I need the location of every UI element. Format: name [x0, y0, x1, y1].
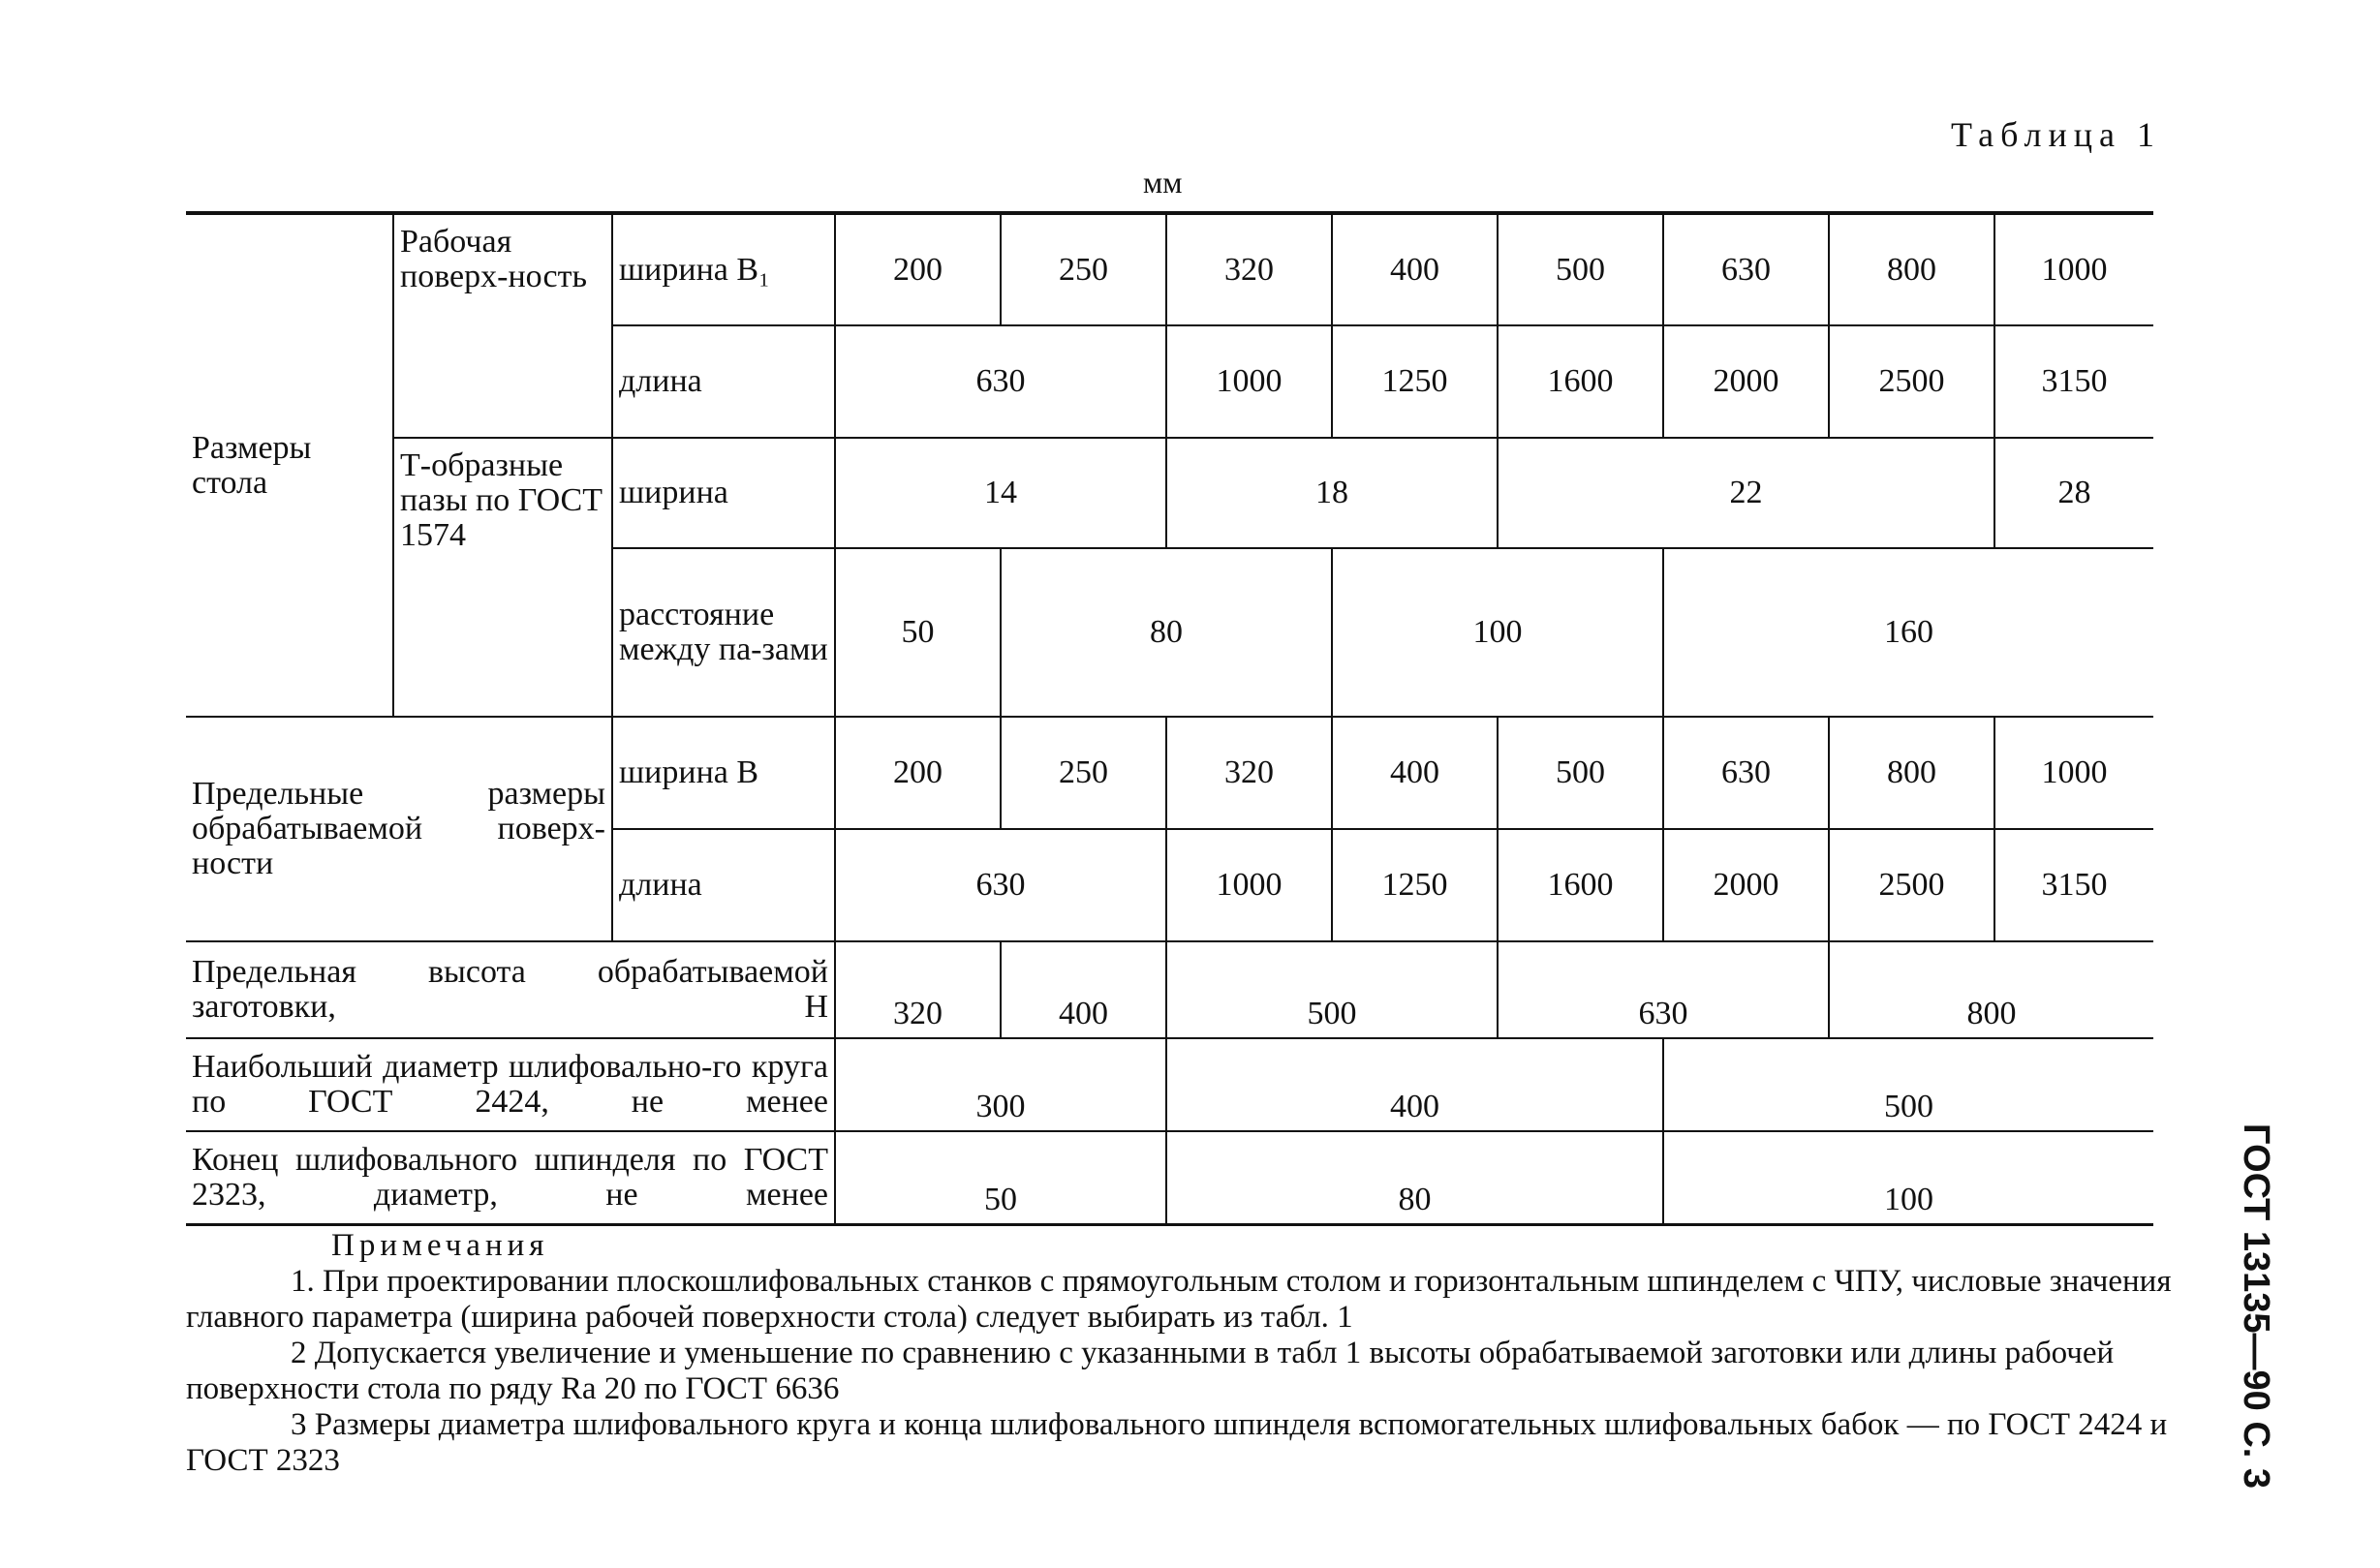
- wheel-text: Наибольший диаметр шлифовально-го круга по ГОСТ 2424, не менее: [192, 1049, 828, 1120]
- cell-table-length: 1000: [1166, 325, 1332, 438]
- label-max-height: [186, 941, 835, 1038]
- note-item: 1. При проектировании плоскошлифовальных станков с прямоугольным столом и горизонтальным шпинделем с ЧПУ, числовые значения главного параметра (ширина рабочей поверхности стола) следует выбирать из табл. 1: [186, 1264, 2172, 1335]
- cell-table-length: 3150: [1994, 325, 2153, 438]
- label-limit-sizes: [186, 717, 612, 941]
- cell-work-width: 630: [1663, 717, 1829, 829]
- cell-work-width: 250: [1001, 717, 1166, 829]
- cell-table-length: 630: [835, 325, 1166, 438]
- label-spindle: [186, 1131, 835, 1224]
- cell-table-width: 800: [1829, 213, 1994, 325]
- label-slot-distance: расстояние между па-зами: [612, 548, 835, 717]
- cell-slot-width: 14: [835, 438, 1166, 548]
- cell-height: 630: [1498, 941, 1829, 1038]
- cell-height: 500: [1166, 941, 1498, 1038]
- label-slot-width: ширина: [612, 438, 835, 548]
- note-item: 2 Допускается увеличение и уменьшение по сравнению с указанными в табл 1 высоты обрабатываемой заготовки или длины рабочей поверхности стола по ряду Ra 20 по ГОСТ 6636: [186, 1336, 2115, 1406]
- spindle-text: Конец шлифовального шпинделя по ГОСТ 2323, диаметр, не менее: [192, 1141, 828, 1213]
- cell-work-length: 3150: [1994, 829, 2153, 941]
- cell-table-width: 630: [1663, 213, 1829, 325]
- row-max-height: [186, 941, 2153, 1038]
- cell-work-length: 2000: [1663, 829, 1829, 941]
- cell-work-width: 800: [1829, 717, 1994, 829]
- cell-table-width: 250: [1001, 213, 1166, 325]
- cell-table-width: 500: [1498, 213, 1663, 325]
- label-length: длина: [612, 325, 835, 438]
- cell-spindle: 80: [1166, 1131, 1663, 1224]
- cell-spindle: 50: [835, 1131, 1166, 1224]
- cell-slot-distance: 160: [1663, 548, 2153, 717]
- cell-work-width: 320: [1166, 717, 1332, 829]
- cell-work-width: 1000: [1994, 717, 2153, 829]
- cell-table-length: 2000: [1663, 325, 1829, 438]
- cell-table-width: 320: [1166, 213, 1332, 325]
- label-wheel: [186, 1038, 835, 1131]
- cell-height: 800: [1829, 941, 2153, 1038]
- cell-work-width: 400: [1332, 717, 1498, 829]
- cell-height: 320: [835, 941, 1001, 1038]
- cell-work-length: 1250: [1332, 829, 1498, 941]
- cell-table-length: 1600: [1498, 325, 1663, 438]
- cell-work-length: 1600: [1498, 829, 1663, 941]
- label-work-length: длина: [612, 829, 835, 941]
- max-height-text: Предельная высота обрабатываемой заготовки, H: [192, 954, 828, 1025]
- cell-work-length: 1000: [1166, 829, 1332, 941]
- notes-section: [186, 1228, 2172, 1479]
- row-spindle: [186, 1131, 2153, 1224]
- notes-heading: Примечания: [331, 1228, 549, 1263]
- label-table-size: Размеры стола: [186, 213, 393, 717]
- row-slot-width: [186, 438, 2153, 548]
- gost-side-label: [2226, 1123, 2284, 1530]
- label-width-b1: ширина B₁: [612, 213, 835, 325]
- cell-table-width: 400: [1332, 213, 1498, 325]
- label-work-surface: Рабочая поверх-ность: [393, 213, 612, 438]
- cell-slot-width: 22: [1498, 438, 1994, 548]
- cell-wheel: 500: [1663, 1038, 2153, 1131]
- cell-work-length: 2500: [1829, 829, 1994, 941]
- cell-table-width: 1000: [2041, 251, 2108, 288]
- limit-sizes-text: Предельные размеры обрабатываемой поверх-ности: [192, 776, 605, 881]
- table-title: Таблица 1: [1951, 115, 2161, 154]
- cell-slot-width: 18: [1166, 438, 1498, 548]
- cell-slot-distance: 50: [835, 548, 1001, 717]
- cell-work-length: 630: [835, 829, 1166, 941]
- row-work-width: [186, 717, 2153, 829]
- cell-table-width: 200: [835, 213, 1001, 325]
- units-label: мм: [1143, 165, 1183, 200]
- cell-slot-distance: 100: [1332, 548, 1663, 717]
- cell-work-width: 200: [835, 717, 1001, 829]
- label-t-slots: Т-образные пазы по ГОСТ 1574: [393, 438, 612, 717]
- cell-work-width: 500: [1498, 717, 1663, 829]
- cell-table-length: 2500: [1829, 325, 1994, 438]
- cell-height: 400: [1001, 941, 1166, 1038]
- cell-spindle: 100: [1663, 1131, 2153, 1224]
- cell-wheel: 400: [1166, 1038, 1663, 1131]
- gost-side-text: ГОСТ 13135—90 С. 3: [2236, 1123, 2276, 1490]
- cell-slot-distance: 80: [1001, 548, 1332, 717]
- cell-wheel: 300: [835, 1038, 1166, 1131]
- note-item: 3 Размеры диаметра шлифовального круга и конца шлифовального шпинделя вспомогательных шлифовальных бабок — по ГОСТ 2424 и ГОСТ 2323: [186, 1407, 2168, 1478]
- cell-table-length: 1250: [1332, 325, 1498, 438]
- parameters-table: [186, 211, 2153, 1226]
- row-table-width: [186, 213, 2153, 325]
- row-wheel: [186, 1038, 2153, 1131]
- label-width-b: ширина B: [612, 717, 835, 829]
- cell-slot-width: 28: [1994, 438, 2153, 548]
